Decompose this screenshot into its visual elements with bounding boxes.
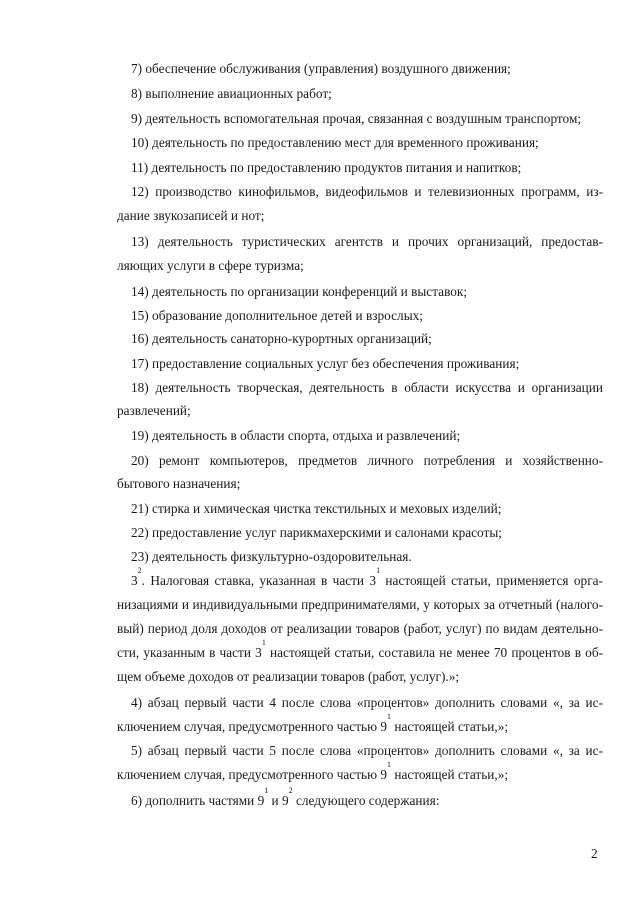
list-item-8: 8) выполнение авиационных работ; bbox=[131, 86, 332, 101]
amendment-4: 4) абзац первый части 4 после слова «процентов» дополнить словами «, за ис- bbox=[131, 695, 603, 710]
page-number: 2 bbox=[591, 846, 598, 861]
list-item-7: 7) обеспечение обслуживания (управления) воздушного движения; bbox=[131, 61, 511, 76]
list-item-14: 14) деятельность по организации конференций и выставок; bbox=[131, 284, 468, 299]
paragraph-3-2-line-2: низациями и индивидуальными предпринимателями, у которых за отчетный (налого- bbox=[117, 597, 603, 612]
amendment-5: 5) абзац первый части 5 после слова «процентов» дополнить словами «, за ис- bbox=[131, 743, 603, 758]
list-item-18: 18) деятельность творческая, деятельность в области искусства и организации bbox=[131, 380, 603, 395]
list-item-10: 10) деятельность по предоставлению мест для временного проживания; bbox=[131, 135, 539, 150]
list-item-13-cont: ляющих услуги в сфере туризма; bbox=[117, 258, 304, 273]
list-item-12: 12) производство кинофильмов, видеофильмов и телевизионных программ, из- bbox=[131, 184, 603, 199]
amendment-4-cont: ключением случая, предусмотренного частью $9^1$ настоящей статьи,»; bbox=[117, 712, 509, 734]
list-item-12-cont: дание звукозаписей и нот; bbox=[117, 208, 265, 223]
list-item-18-cont: развлечений; bbox=[117, 403, 191, 418]
list-item-21: 21) стирка и химическая чистка текстильных и меховых изделий; bbox=[131, 501, 502, 516]
list-item-20: 20) ремонт компьютеров, предметов личного потребления и хозяйственно- bbox=[131, 453, 603, 468]
list-item-16: 16) деятельность санаторно-курортных организаций; bbox=[131, 331, 432, 346]
paragraph-3-2-line-4: сти, указанным в части $3^1$ настоящей статьи, составила не менее 70 процентов в об- bbox=[117, 638, 604, 660]
list-item-19: 19) деятельность в области спорта, отдыха и развлечений; bbox=[131, 428, 461, 443]
list-item-9: 9) деятельность вспомогательная прочая, связанная с воздушным транспортом; bbox=[131, 111, 582, 126]
list-item-15: 15) образование дополнительное детей и взрослых; bbox=[131, 308, 423, 323]
amendment-6: 6) дополнить частями $9^1$ и $9^2$ следующего содержания: bbox=[131, 786, 440, 808]
list-item-11: 11) деятельность по предоставлению продуктов питания и напитков; bbox=[131, 160, 522, 175]
paragraph-3-2-line-5: щем объеме доходов от реализации товаров (работ, услуг).»; bbox=[117, 669, 460, 684]
amendment-5-cont: ключением случая, предусмотренного частью $9^1$ настоящей статьи,»; bbox=[117, 760, 509, 782]
paragraph-3-2-first-line: $3^2$. Налоговая ставка, указанная в части $3^1$ настоящей статьи, применяется орга- bbox=[131, 566, 603, 588]
list-item-20-cont: бытового назначения; bbox=[117, 476, 241, 491]
list-item-22: 22) предоставление услуг парикмахерскими и салонами красоты; bbox=[131, 525, 502, 540]
list-item-13: 13) деятельность туристических агентств и прочих организаций, предостав- bbox=[131, 234, 603, 249]
list-item-23: 23) деятельность физкультурно-оздоровительная. bbox=[131, 549, 412, 564]
paragraph-3-2-line-3: вый) период доля доходов от реализации товаров (работ, услуг) по видам деятельно- bbox=[117, 621, 603, 636]
list-item-17: 17) предоставление социальных услуг без обеспечения проживания; bbox=[131, 356, 520, 371]
